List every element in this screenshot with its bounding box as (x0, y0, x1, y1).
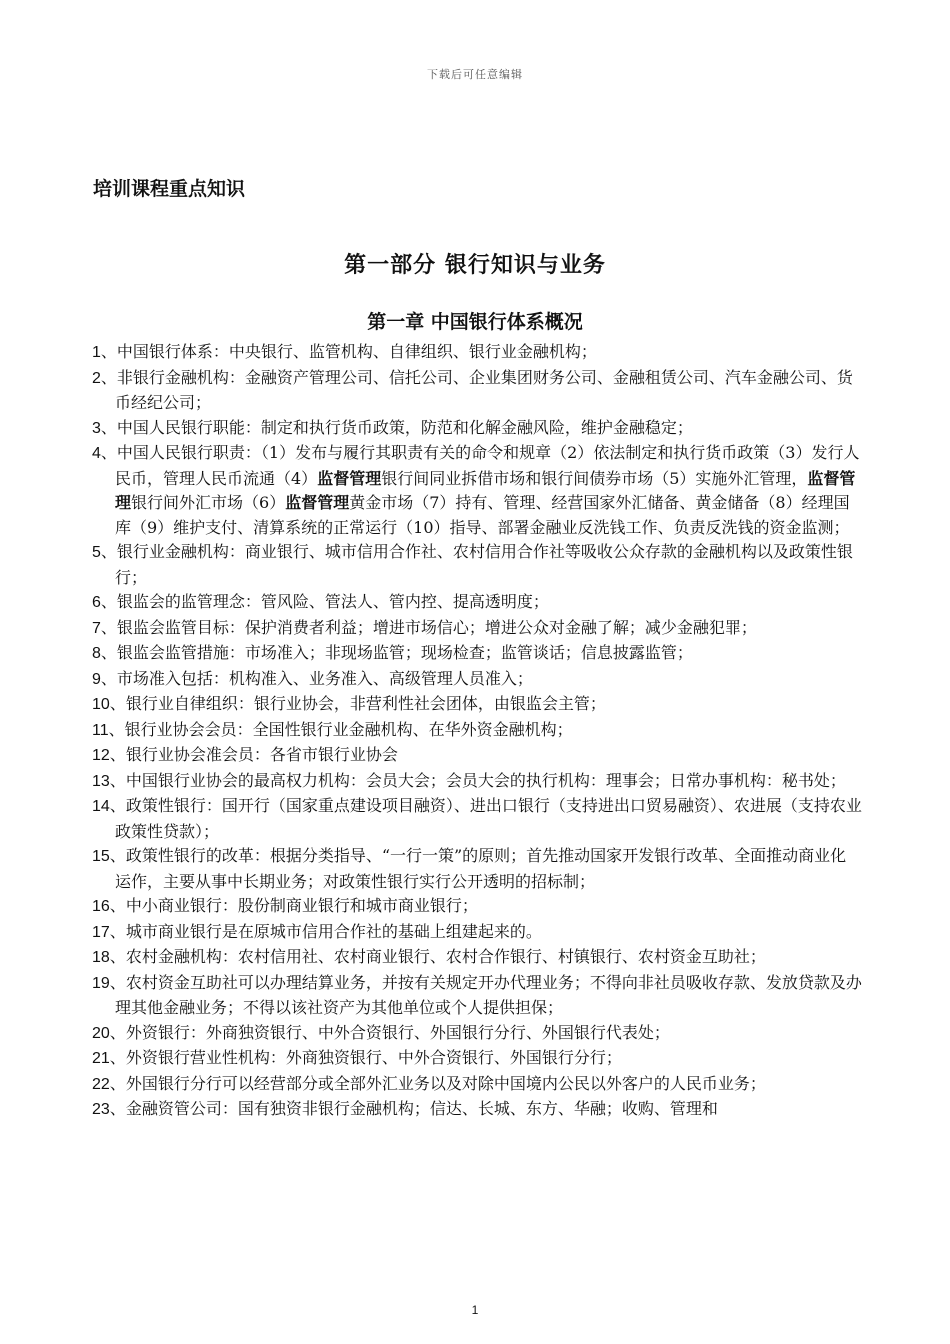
item-number: 11、 (92, 721, 125, 739)
list-item (92, 366, 862, 416)
page-number: 1 (471, 1303, 479, 1317)
list-item (92, 1046, 862, 1072)
item-number: 4、 (92, 445, 117, 462)
item-number: 5、 (92, 544, 117, 561)
item-text: 银监会监管措施：市场准入；非现场监管；现场检查；监管谈话；信息披露监管； (116, 643, 693, 662)
list-item (92, 718, 862, 744)
list-item (92, 894, 862, 920)
knowledge-point-list (92, 340, 862, 1123)
item-text: 非银行金融机构：金融资产管理公司、信托公司、企业集团财务公司、金融租赁公司、汽车金融公司、货币经纪公司； (115, 367, 853, 412)
item-number: 18、 (92, 949, 126, 966)
item-number: 7、 (92, 619, 117, 637)
list-item (92, 1072, 862, 1098)
item-text: 银行间同业拆借市场和银行间债券市场（5）实施外汇管理， (381, 468, 808, 488)
item-text: 城市商业银行是在原城市信用合作社的基础上组建起来的。 (125, 921, 542, 941)
list-item (92, 769, 862, 795)
list-item (92, 971, 862, 1021)
document-title: 培训课程重点知识 (93, 178, 246, 200)
part-title: 第一部分 银行知识与业务 (344, 252, 606, 278)
page-header-note: 下载后可任意编辑 (427, 68, 523, 81)
list-item (92, 340, 862, 366)
list-item (92, 641, 862, 667)
chapter-title: 第一章 中国银行体系概况 (367, 311, 583, 333)
item-number: 10、 (92, 696, 126, 713)
list-item (92, 743, 862, 769)
item-text: 中国银行体系：中央银行、监管机构、自律组织、银行业金融机构； (116, 342, 597, 361)
list-item (92, 692, 862, 718)
item-text: 外资银行营业性机构：外商独资银行、中外合资银行、外国银行分行； (125, 1048, 622, 1067)
list-item (92, 794, 862, 844)
item-text: 中国人民银行职责：（1）发布与履行其职责有关的命令和规章（2）依法制定和执行货币政策（3）发行人民币，管理人民币流通（4） (115, 443, 860, 488)
item-text: 银行业金融机构：商业银行、城市信用合作社、农村信用合作社等吸收公众存款的金融机构以及政策性银行； (115, 542, 853, 587)
item-text: 农村资金互助社可以办理结算业务，并按有关规定开办代理业务；不得向非社员吸收存款、发放贷款及办理其他金融业务；不得以该社资产为其他单位或个人提供担保； (115, 972, 862, 1017)
item-text: 银行间外汇市场（6） (131, 493, 286, 512)
item-number: 2、 (92, 369, 117, 387)
item-number: 3、 (92, 419, 117, 437)
item-text: 银监会监管目标：保护消费者利益；增进市场信心；增进公众对金融了解；减少金融犯罪； (116, 617, 757, 637)
item-number: 19、 (92, 974, 126, 992)
list-item (92, 945, 862, 971)
list-item (92, 1097, 862, 1123)
item-text: 市场准入包括：机构准入、业务准入、高级管理人员准入； (116, 668, 533, 688)
item-number: 9、 (92, 670, 117, 688)
item-text: 中小商业银行：股份制商业银行和城市商业银行； (125, 896, 478, 915)
item-number: 23、 (92, 1101, 126, 1118)
item-number: 12、 (92, 747, 126, 764)
list-item (92, 1021, 862, 1047)
list-item (92, 844, 862, 894)
list-item (92, 441, 862, 540)
item-text: 银监会的监管理念：管风险、管法人、管内控、提高透明度； (116, 592, 549, 611)
list-item (92, 540, 862, 590)
item-text: 政策性银行：国开行（国家重点建设项目融资）、进出口银行（支持进出口贸易融资）、农进展（支持农业政策性贷款）； (115, 796, 862, 841)
item-text: 政策性银行的改革：根据分类指导、“一行一策”的原则；首先推动国家开发银行改革、全面推动商业化运作，主要从事中长期业务；对政策性银行实行公开透明的招标制； (115, 846, 847, 891)
item-number: 16、 (92, 898, 126, 915)
emphasized-text: 监督管理 (317, 468, 382, 488)
item-text: 银行业协会准会员：各省市银行业协会 (125, 745, 398, 764)
item-number: 17、 (92, 923, 126, 941)
item-text: 外资银行：外商独资银行、中外合资银行、外国银行分行、外国银行代表处； (125, 1022, 670, 1042)
item-text: 中国人民银行职能：制定和执行货币政策，防范和化解金融风险，维护金融稳定； (116, 417, 693, 437)
item-number: 15、 (92, 848, 126, 865)
list-item (92, 416, 862, 442)
item-text: 金融资管公司：国有独资非银行金融机构；信达、长城、东方、华融；收购、管理和 (125, 1099, 718, 1118)
item-number: 21、 (92, 1050, 126, 1067)
emphasized-text: 监督管理 (115, 468, 856, 512)
list-item (92, 590, 862, 616)
item-number: 8、 (92, 645, 117, 662)
item-number: 13、 (92, 772, 126, 790)
list-item (92, 920, 862, 946)
item-text: 中国银行业协会的最高权力机构：会员大会；会员大会的执行机构：理事会；日常办事机构：秘书处； (125, 770, 846, 790)
list-item (92, 616, 862, 642)
item-text: 银行业自律组织：银行业协会，非营利性社会团体，由银监会主管； (125, 694, 606, 713)
item-number: 1、 (92, 344, 117, 361)
list-item (92, 667, 862, 693)
item-text: 银行业协会会员：全国性银行业金融机构、在华外资金融机构； (124, 719, 573, 739)
item-number: 6、 (92, 594, 117, 611)
item-number: 20、 (92, 1024, 126, 1042)
item-text: 黄金市场（7）持有、管理、经营国家外汇储备、黄金储备（8）经理国库（9）维护支付、清算系统的正常运行（10）指导、部署金融业反洗钱工作、负责反洗钱的资金监测； (115, 493, 850, 537)
emphasized-text: 监督管理 (285, 493, 350, 512)
item-number: 14、 (92, 798, 126, 815)
item-text: 农村金融机构：农村信用社、农村商业银行、农村合作银行、村镇银行、农村资金互助社； (125, 947, 766, 966)
item-number: 22、 (92, 1075, 126, 1093)
item-text: 外国银行分行可以经营部分或全部外汇业务以及对除中国境内公民以外客户的人民币业务； (125, 1073, 766, 1093)
